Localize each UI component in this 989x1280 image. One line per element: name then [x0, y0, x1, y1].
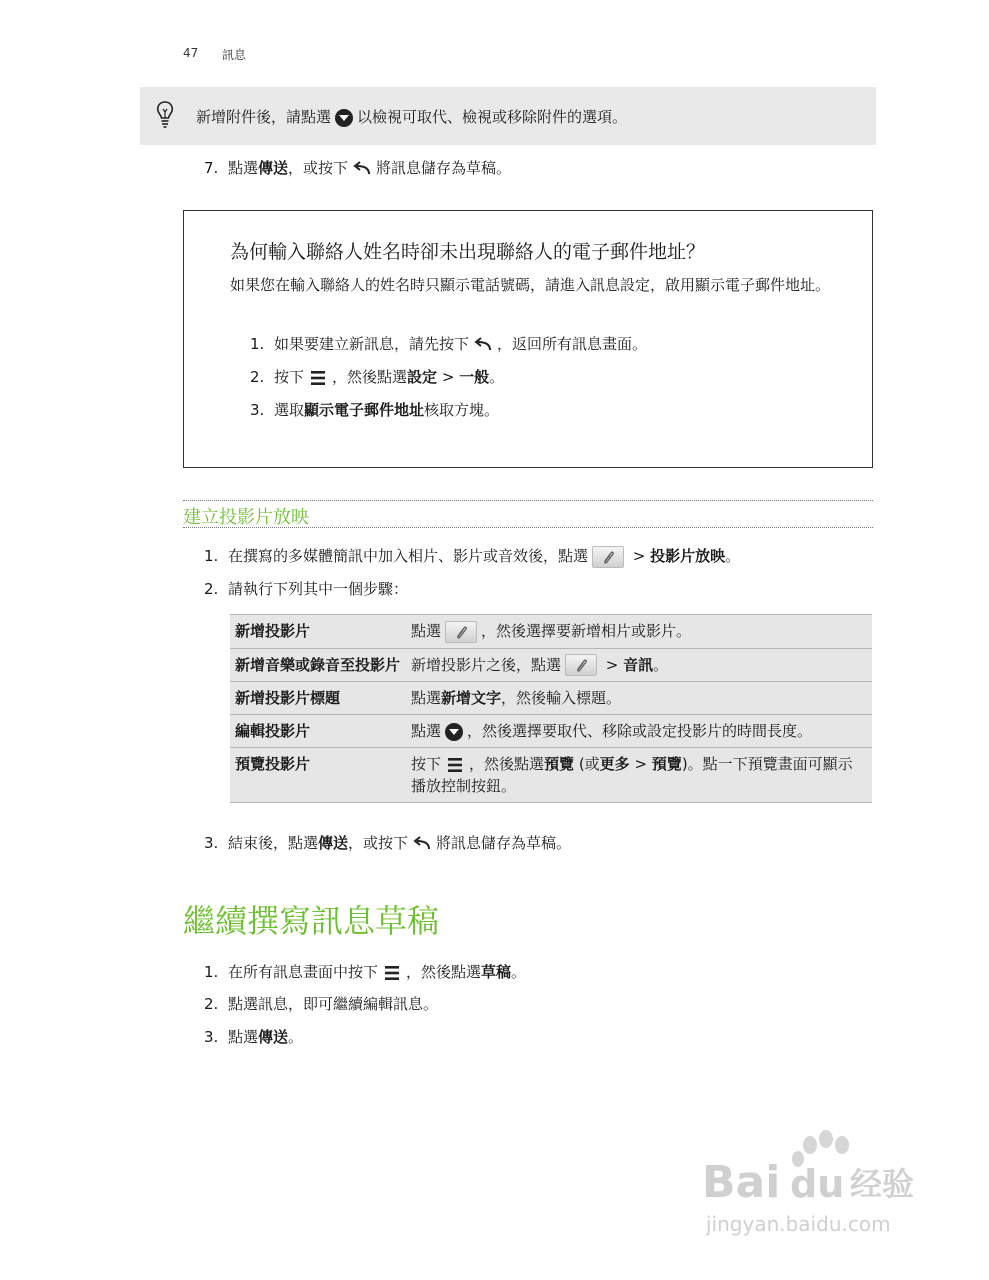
watermark-brand: Bai	[702, 1157, 781, 1208]
step-text: ，返回所有訊息畫面。	[497, 335, 648, 353]
menu-icon	[382, 963, 402, 983]
step-text: 點選	[228, 1028, 259, 1046]
step-text: 點選訊息，即可繼續編輯訊息。	[228, 995, 439, 1013]
tip-box	[140, 87, 876, 145]
table-cell-key: 新增音樂或錄音至投影片	[230, 648, 406, 682]
table-row	[230, 615, 872, 649]
step-number: 3.	[204, 1028, 219, 1046]
cell-bold-text: 預覽	[651, 755, 682, 773]
table-cell-value	[406, 648, 872, 682]
table-cell-value	[406, 715, 872, 748]
step-text: 。	[511, 963, 527, 981]
cell-bold-text: 預覽	[544, 755, 575, 773]
step-text: ，或按下	[348, 834, 409, 852]
info-step-3	[250, 399, 499, 420]
cell-text: (或	[574, 755, 600, 773]
step-bold-text: 投影片放映	[650, 547, 726, 565]
step-bold-text: 草稿	[481, 963, 512, 981]
info-box-heading: 為何輸入聯絡人姓名時卻未出現聯絡人的電子郵件地址？	[230, 241, 706, 263]
back-arrow-icon	[412, 835, 432, 853]
table-row	[230, 748, 872, 803]
section-heading: 建立投影片放映	[183, 507, 309, 528]
lightbulb-icon	[156, 100, 174, 132]
info-box	[183, 210, 873, 468]
section-step-3	[204, 832, 571, 853]
cell-text: >	[629, 755, 652, 773]
cell-text: 點選	[411, 722, 442, 740]
cell-text: 點選	[411, 622, 442, 640]
back-arrow-icon	[473, 336, 493, 354]
info-step-2	[250, 366, 504, 388]
tip-text-before: 新增附件後，請點選	[196, 108, 332, 126]
section-heading-large: 繼續撰寫訊息草稿	[183, 902, 440, 940]
step-number: 1.	[204, 547, 219, 565]
step-7	[204, 157, 511, 178]
table-cell-key: 編輯投影片	[230, 715, 406, 748]
cell-text: >	[601, 655, 624, 674]
step-number: 7.	[204, 159, 219, 177]
step-text: 結束後，點選	[228, 834, 319, 852]
step-text: 按下	[274, 368, 305, 386]
section-divider-bottom	[183, 527, 873, 528]
table-cell-value	[406, 682, 872, 715]
step-bold-text: 傳送	[318, 834, 349, 852]
step-text: 核取方塊。	[424, 401, 500, 419]
step-text: 點選	[228, 159, 259, 177]
cell-text: 新增投影片之後，點選	[411, 655, 562, 674]
page-header-title: 訊息	[222, 48, 247, 62]
tip-text	[196, 106, 627, 127]
draft-step-2	[204, 993, 438, 1014]
step-text: 如果要建立新訊息，請先按下	[274, 335, 470, 353]
step-bold-text: 傳送	[258, 159, 289, 177]
step-text: 。	[288, 1028, 304, 1046]
watermark-url: jingyan.baidu.com	[706, 1212, 891, 1236]
step-bold-text: 設定	[407, 368, 438, 386]
cell-text: )。點一下預覽畫面可顯示播放控制按鈕。	[411, 755, 853, 795]
step-text: 將訊息儲存為草稿。	[436, 834, 572, 852]
paperclip-icon	[445, 621, 477, 643]
cell-bold-text: 新增文字	[441, 689, 502, 707]
watermark-cn: 经验	[850, 1165, 915, 1203]
baidu-watermark-logo	[700, 1125, 940, 1245]
cell-text: ，然後選擇要新增相片或影片。	[481, 622, 692, 640]
cell-bold-text: 音訊	[623, 655, 654, 674]
step-text: >	[437, 368, 460, 386]
table-cell-value	[406, 748, 872, 803]
step-text: 。	[725, 547, 741, 565]
step-bold-text: 顯示電子郵件地址	[304, 401, 425, 419]
step-text: 請執行下列其中一個步驟：	[228, 580, 409, 598]
paperclip-icon	[592, 546, 624, 568]
table-row	[230, 715, 872, 748]
info-step-1	[250, 333, 647, 354]
section-step-1	[204, 545, 740, 568]
info-box-paragraph: 如果您在輸入聯絡人的姓名時只顯示電話號碼，請進入訊息設定，啟用顯示電子郵件地址。	[230, 276, 831, 294]
step-text: >	[628, 547, 651, 565]
circle-down-icon	[445, 723, 463, 741]
step-number: 3.	[204, 834, 219, 852]
table-cell-key: 新增投影片標題	[230, 682, 406, 715]
step-text: ，然後點選	[332, 368, 408, 386]
cell-text: ，然後選擇要取代、移除或設定投影片的時間長度。	[467, 722, 813, 740]
options-table	[230, 614, 872, 803]
table-row	[230, 682, 872, 715]
menu-icon	[445, 755, 465, 775]
step-text: 在所有訊息畫面中按下	[228, 963, 379, 981]
step-number: 3.	[250, 401, 265, 419]
circle-down-icon	[335, 109, 353, 127]
cell-text: 點選	[411, 689, 442, 707]
step-bold-text: 傳送	[258, 1028, 289, 1046]
step-text: 。	[489, 368, 505, 386]
watermark-brand-du: du	[790, 1162, 845, 1206]
cell-text: ，然後點選	[469, 755, 545, 773]
menu-icon	[308, 368, 328, 388]
step-number: 2.	[204, 995, 219, 1013]
step-number: 2.	[250, 368, 265, 386]
table-cell-key: 新增投影片	[230, 615, 406, 649]
page-number: 47	[183, 46, 199, 60]
cell-text: ，然後輸入標題。	[501, 689, 622, 707]
step-number: 2.	[204, 580, 219, 598]
step-text: ，或按下	[288, 159, 349, 177]
step-text: 將訊息儲存為草稿。	[376, 159, 512, 177]
step-text: 在撰寫的多媒體簡訊中加入相片、影片或音效後，點選	[228, 547, 589, 565]
step-number: 1.	[204, 963, 219, 981]
draft-step-3	[204, 1026, 303, 1047]
step-number: 1.	[250, 335, 265, 353]
step-text: 選取	[274, 401, 305, 419]
draft-step-1	[204, 961, 526, 983]
paperclip-icon	[565, 654, 597, 676]
back-arrow-icon	[352, 160, 372, 178]
cell-text: 按下	[411, 755, 442, 773]
section-divider-top	[183, 500, 873, 501]
cell-text: 。	[653, 655, 669, 674]
step-bold-text: 一般	[459, 368, 490, 386]
step-text: ，然後點選	[406, 963, 482, 981]
table-row	[230, 648, 872, 682]
cell-bold-text: 更多	[599, 755, 630, 773]
table-cell-key: 預覽投影片	[230, 748, 406, 803]
table-cell-value	[406, 615, 872, 649]
tip-text-after: 以檢視可取代、檢視或移除附件的選項。	[357, 108, 628, 126]
section-step-2	[204, 578, 408, 599]
